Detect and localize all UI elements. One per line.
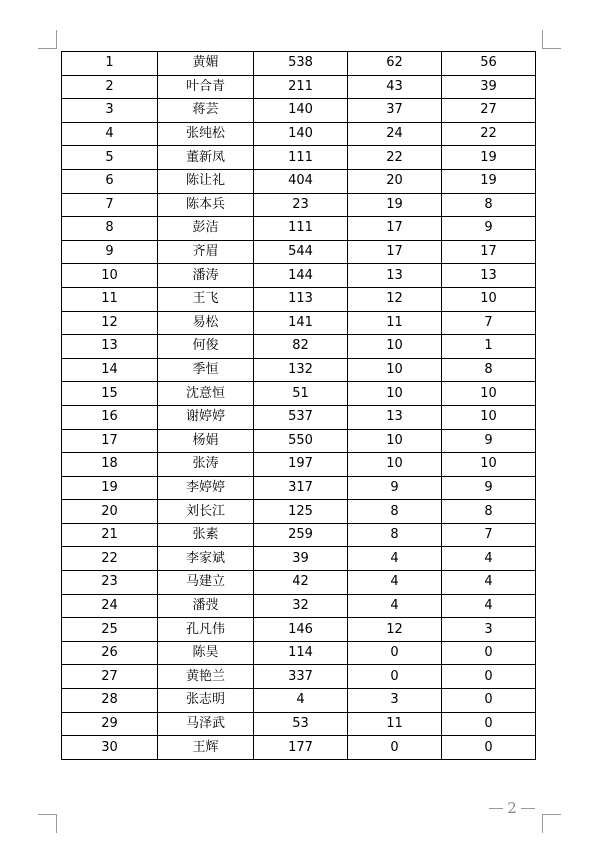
value-b-cell: 10 — [348, 335, 442, 359]
value-b-cell: 8 — [348, 500, 442, 524]
value-b-cell: 20 — [348, 169, 442, 193]
value-a-cell: 259 — [254, 523, 348, 547]
value-c-cell: 56 — [442, 52, 536, 76]
value-c-cell: 10 — [442, 382, 536, 406]
table-row — [62, 689, 536, 713]
table-row — [62, 217, 536, 241]
name-cell: 季恒 — [158, 358, 254, 382]
value-a-cell: 113 — [254, 287, 348, 311]
name-cell: 蒋芸 — [158, 99, 254, 123]
value-c-cell: 9 — [442, 429, 536, 453]
rank-cell: 30 — [62, 736, 158, 760]
value-c-cell: 4 — [442, 571, 536, 595]
value-c-cell: 17 — [442, 240, 536, 264]
value-b-cell: 13 — [348, 405, 442, 429]
table-row — [62, 594, 536, 618]
data-table — [61, 51, 536, 760]
rank-cell: 9 — [62, 240, 158, 264]
value-b-cell: 62 — [348, 52, 442, 76]
value-b-cell: 24 — [348, 122, 442, 146]
value-a-cell: 140 — [254, 122, 348, 146]
value-a-cell: 337 — [254, 665, 348, 689]
rank-cell: 16 — [62, 405, 158, 429]
value-b-cell: 0 — [348, 665, 442, 689]
value-b-cell: 4 — [348, 571, 442, 595]
value-b-cell: 0 — [348, 641, 442, 665]
rank-cell: 4 — [62, 122, 158, 146]
table-row — [62, 618, 536, 642]
value-b-cell: 4 — [348, 594, 442, 618]
rank-cell: 17 — [62, 429, 158, 453]
table-row — [62, 169, 536, 193]
value-b-cell: 9 — [348, 476, 442, 500]
page-number-dash-right — [521, 808, 535, 809]
value-b-cell: 19 — [348, 193, 442, 217]
crop-mark-top-right — [542, 30, 561, 49]
rank-cell: 13 — [62, 335, 158, 359]
name-cell: 孔凡伟 — [158, 618, 254, 642]
page-number-value: 2 — [507, 799, 517, 817]
name-cell: 张纯松 — [158, 122, 254, 146]
table-row — [62, 335, 536, 359]
value-c-cell: 27 — [442, 99, 536, 123]
table-row — [62, 500, 536, 524]
value-c-cell: 39 — [442, 75, 536, 99]
name-cell: 黄艳兰 — [158, 665, 254, 689]
rank-cell: 6 — [62, 169, 158, 193]
rank-cell: 29 — [62, 712, 158, 736]
value-a-cell: 140 — [254, 99, 348, 123]
value-b-cell: 10 — [348, 358, 442, 382]
table-row — [62, 264, 536, 288]
rank-cell: 15 — [62, 382, 158, 406]
table-row — [62, 476, 536, 500]
value-c-cell: 4 — [442, 547, 536, 571]
name-cell: 陈昊 — [158, 641, 254, 665]
name-cell: 谢婷婷 — [158, 405, 254, 429]
name-cell: 潘弢 — [158, 594, 254, 618]
table-row — [62, 523, 536, 547]
value-c-cell: 10 — [442, 287, 536, 311]
name-cell: 黄媚 — [158, 52, 254, 76]
table-row — [62, 311, 536, 335]
name-cell: 沈意恒 — [158, 382, 254, 406]
value-c-cell: 1 — [442, 335, 536, 359]
value-a-cell: 544 — [254, 240, 348, 264]
value-b-cell: 11 — [348, 311, 442, 335]
value-c-cell: 8 — [442, 358, 536, 382]
value-a-cell: 4 — [254, 689, 348, 713]
value-c-cell: 9 — [442, 476, 536, 500]
value-c-cell: 8 — [442, 193, 536, 217]
name-cell: 杨娟 — [158, 429, 254, 453]
rank-cell: 7 — [62, 193, 158, 217]
rank-cell: 5 — [62, 146, 158, 170]
value-b-cell: 22 — [348, 146, 442, 170]
rank-cell: 12 — [62, 311, 158, 335]
value-a-cell: 82 — [254, 335, 348, 359]
value-a-cell: 51 — [254, 382, 348, 406]
value-c-cell: 19 — [442, 169, 536, 193]
value-c-cell: 0 — [442, 665, 536, 689]
value-a-cell: 537 — [254, 405, 348, 429]
table-row — [62, 99, 536, 123]
rank-cell: 14 — [62, 358, 158, 382]
table-row — [62, 146, 536, 170]
value-b-cell: 10 — [348, 429, 442, 453]
table-row — [62, 382, 536, 406]
value-c-cell: 13 — [442, 264, 536, 288]
value-c-cell: 10 — [442, 453, 536, 477]
value-c-cell: 10 — [442, 405, 536, 429]
value-c-cell: 8 — [442, 500, 536, 524]
name-cell: 李家斌 — [158, 547, 254, 571]
rank-cell: 28 — [62, 689, 158, 713]
table-row — [62, 712, 536, 736]
value-c-cell: 0 — [442, 689, 536, 713]
value-b-cell: 10 — [348, 382, 442, 406]
value-a-cell: 111 — [254, 217, 348, 241]
rank-cell: 3 — [62, 99, 158, 123]
value-c-cell: 7 — [442, 311, 536, 335]
value-a-cell: 111 — [254, 146, 348, 170]
name-cell: 董新凤 — [158, 146, 254, 170]
table-row — [62, 547, 536, 571]
name-cell: 陈让礼 — [158, 169, 254, 193]
value-b-cell: 10 — [348, 453, 442, 477]
value-a-cell: 32 — [254, 594, 348, 618]
value-b-cell: 0 — [348, 736, 442, 760]
table-row — [62, 571, 536, 595]
value-c-cell: 0 — [442, 712, 536, 736]
rank-cell: 10 — [62, 264, 158, 288]
value-a-cell: 42 — [254, 571, 348, 595]
value-a-cell: 114 — [254, 641, 348, 665]
table-row — [62, 641, 536, 665]
value-b-cell: 3 — [348, 689, 442, 713]
value-a-cell: 23 — [254, 193, 348, 217]
value-b-cell: 12 — [348, 618, 442, 642]
value-c-cell: 0 — [442, 736, 536, 760]
table-row — [62, 52, 536, 76]
value-a-cell: 211 — [254, 75, 348, 99]
page-number-dash-left — [489, 808, 503, 809]
value-c-cell: 7 — [442, 523, 536, 547]
name-cell: 王飞 — [158, 287, 254, 311]
name-cell: 易松 — [158, 311, 254, 335]
value-a-cell: 53 — [254, 712, 348, 736]
value-c-cell: 9 — [442, 217, 536, 241]
rank-cell: 22 — [62, 547, 158, 571]
value-c-cell: 0 — [442, 641, 536, 665]
name-cell: 潘涛 — [158, 264, 254, 288]
value-a-cell: 197 — [254, 453, 348, 477]
value-a-cell: 550 — [254, 429, 348, 453]
crop-mark-top-left — [38, 30, 57, 49]
table-row — [62, 240, 536, 264]
value-a-cell: 538 — [254, 52, 348, 76]
name-cell: 马建立 — [158, 571, 254, 595]
name-cell: 王辉 — [158, 736, 254, 760]
table-row — [62, 287, 536, 311]
value-b-cell: 43 — [348, 75, 442, 99]
table-row — [62, 75, 536, 99]
table-row — [62, 429, 536, 453]
name-cell: 李婷婷 — [158, 476, 254, 500]
value-c-cell: 3 — [442, 618, 536, 642]
rank-cell: 18 — [62, 453, 158, 477]
name-cell: 张素 — [158, 523, 254, 547]
rank-cell: 20 — [62, 500, 158, 524]
value-c-cell: 22 — [442, 122, 536, 146]
value-a-cell: 39 — [254, 547, 348, 571]
value-b-cell: 13 — [348, 264, 442, 288]
name-cell: 马泽武 — [158, 712, 254, 736]
value-b-cell: 17 — [348, 240, 442, 264]
table-row — [62, 405, 536, 429]
table-row — [62, 193, 536, 217]
rank-cell: 24 — [62, 594, 158, 618]
rank-cell: 2 — [62, 75, 158, 99]
crop-mark-bottom-right — [542, 814, 561, 833]
value-b-cell: 12 — [348, 287, 442, 311]
crop-mark-bottom-left — [38, 814, 57, 833]
value-a-cell: 125 — [254, 500, 348, 524]
value-b-cell: 4 — [348, 547, 442, 571]
value-a-cell: 141 — [254, 311, 348, 335]
name-cell: 齐眉 — [158, 240, 254, 264]
rank-cell: 26 — [62, 641, 158, 665]
name-cell: 叶合青 — [158, 75, 254, 99]
value-a-cell: 177 — [254, 736, 348, 760]
rank-cell: 8 — [62, 217, 158, 241]
value-c-cell: 4 — [442, 594, 536, 618]
name-cell: 何俊 — [158, 335, 254, 359]
table-row — [62, 453, 536, 477]
rank-cell: 23 — [62, 571, 158, 595]
name-cell: 张涛 — [158, 453, 254, 477]
value-a-cell: 144 — [254, 264, 348, 288]
name-cell: 张志明 — [158, 689, 254, 713]
value-b-cell: 11 — [348, 712, 442, 736]
rank-cell: 27 — [62, 665, 158, 689]
value-c-cell: 19 — [442, 146, 536, 170]
value-b-cell: 37 — [348, 99, 442, 123]
table-row — [62, 358, 536, 382]
name-cell: 刘长江 — [158, 500, 254, 524]
value-b-cell: 17 — [348, 217, 442, 241]
table-row — [62, 665, 536, 689]
value-a-cell: 132 — [254, 358, 348, 382]
value-a-cell: 317 — [254, 476, 348, 500]
page-number — [484, 798, 540, 818]
table-row — [62, 736, 536, 760]
rank-cell: 1 — [62, 52, 158, 76]
rank-cell: 21 — [62, 523, 158, 547]
table-row — [62, 122, 536, 146]
rank-cell: 19 — [62, 476, 158, 500]
name-cell: 彭洁 — [158, 217, 254, 241]
table-body — [62, 52, 536, 760]
name-cell: 陈本兵 — [158, 193, 254, 217]
value-a-cell: 146 — [254, 618, 348, 642]
value-b-cell: 8 — [348, 523, 442, 547]
value-a-cell: 404 — [254, 169, 348, 193]
rank-cell: 25 — [62, 618, 158, 642]
rank-cell: 11 — [62, 287, 158, 311]
